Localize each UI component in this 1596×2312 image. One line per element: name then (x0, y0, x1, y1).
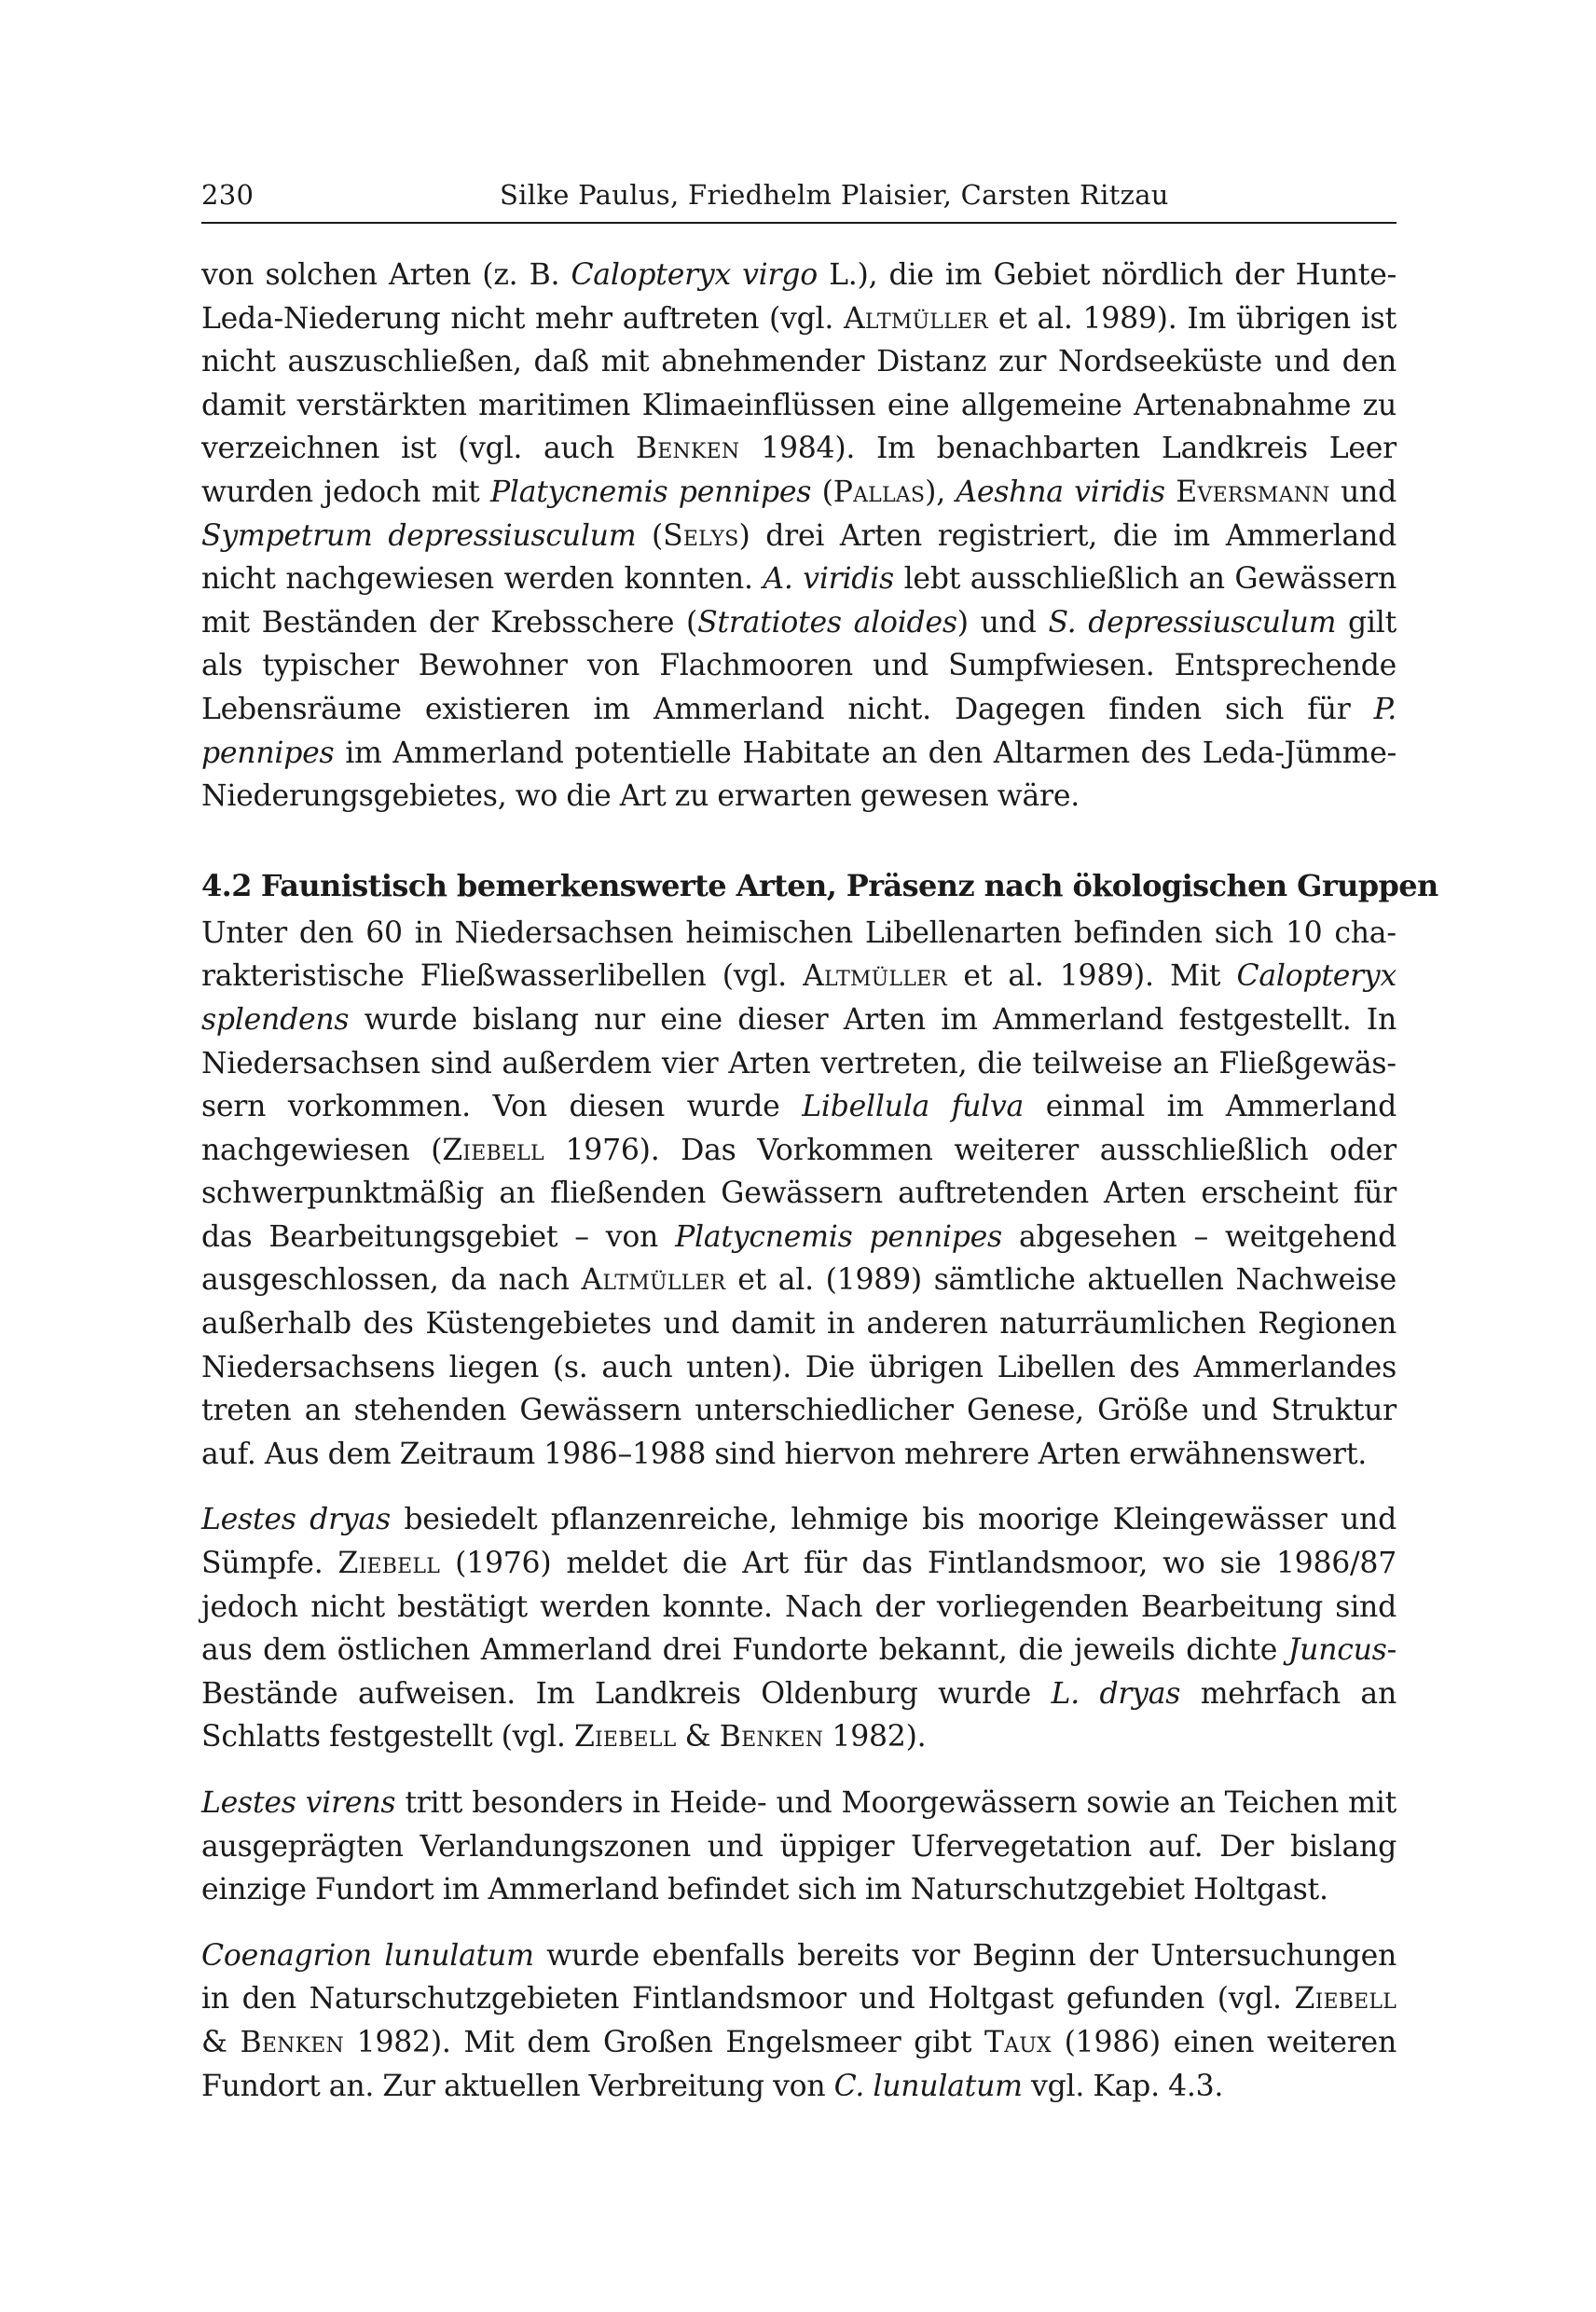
species-name: Calopteryx splendens (201, 959, 1396, 1037)
author-name: Eversmann (1176, 475, 1330, 509)
text: vgl. Kap. 4.3. (1022, 2069, 1224, 2103)
text: 1976). Das Vorkommen weiterer ausschließlich oder schwerpunktmäßig an fließenden Gewässern auftretenden Arten erscheint für das Bearbeitungsgebiet – von (201, 1133, 1396, 1254)
section-number: 4.2 (201, 867, 252, 903)
paragraph-3 (201, 1498, 1396, 1759)
text: besiedelt pflanzenreiche, lehmige bis moorige Kleingewässer und Sümpfe. (201, 1503, 1396, 1581)
author-name: Benken (635, 432, 740, 466)
species-name: Aeshna viridis (956, 475, 1165, 509)
text: von solchen Arten (z. B. (201, 258, 571, 292)
author-name: Altmüller (803, 959, 948, 994)
paragraph-1 (201, 254, 1396, 819)
body-text (201, 254, 1438, 2108)
paragraph-4 (201, 1782, 1396, 1912)
author-name: Altmüller (843, 301, 988, 336)
text: einmal im Ammerland nachgewiesen ( (201, 1090, 1397, 1167)
text: im Ammerland potentielle Habitate an den Altarmen des Leda-Jümme-Niederungsgebietes, wo die Art zu erwarten gewesen wäre. (201, 736, 1396, 814)
author-name: Ziebell (573, 1720, 677, 1755)
text: L.), die im Gebiet nördlich der Hunte-Leda-Niederung nicht mehr auftreten (vgl. (201, 258, 1396, 336)
paragraph-2 (201, 912, 1396, 1477)
text: (1976) meldet die Art für das Fintlandsmoor, wo sie 1986/87 jedoch nicht bestätigt werden konnte. Nach der vorliegenden Bearbeitung sind aus dem östlichen Ammerland drei Fundorte bekannt, die jeweils dichte (201, 1547, 1396, 1668)
running-head-authors: Silke Paulus, Friedhelm Plaisier, Carsten Ritzau (500, 179, 1169, 211)
text (1165, 475, 1176, 509)
species-name: L. dryas (1051, 1676, 1181, 1711)
species-name: Lestes virens (201, 1786, 396, 1820)
text: wurde bislang nur eine dieser Arten im Ammerland festgestellt. In Niedersachsen sind außerdem vier Arten vertreten, die teilweise an Fließgewässern vorkommen. Von diesen wurde (201, 1002, 1396, 1124)
species-name: Lestes dryas (201, 1503, 391, 1537)
text: ) drei Arten registriert, die im Ammerland nicht nachgewiesen werden konnten. (201, 518, 1396, 597)
text: ), (925, 475, 956, 509)
running-head (201, 172, 1396, 217)
paragraph-5 (201, 1934, 1396, 2108)
author-name: Benken (240, 2025, 344, 2059)
author-name: Ziebell (1294, 1982, 1396, 2016)
species-name: Juncus (1287, 1633, 1387, 1668)
text: et al. 1989). Mit (947, 959, 1237, 994)
text: et al. 1989). Im übrigen ist nicht auszuschließen, daß mit abnehmender Distanz zur Nordseeküste und den damit verstärkten maritimen Klimaeinflüssen eine allgemeine Artenabnahme zu verzeichnen ist (vgl. auch (201, 301, 1396, 466)
author-name: Taux (984, 2025, 1052, 2059)
text: ( (636, 518, 664, 553)
text: 1982). Mit dem Großen Engelsmeer gibt (343, 2025, 984, 2059)
text: et al. (1989) sämtliche aktuellen Nachweise außerhalb des Küstengebietes und damit in anderen naturräumlichen Regionen Niedersachsens liegen (s. auch unten). Die übrigen Libellen des Ammerlandes treten an stehenden Gewässern unterschiedlicher Genese, Größe und Struktur auf. Aus dem Zeitraum 1986–1988 sind hiervon mehrere Arten erwähnenswert. (201, 1263, 1396, 1471)
section-title: Faunistisch bemerkenswerte Arten, Präsenz nach ökologischen Gruppen (260, 867, 1438, 903)
text: 1982). (823, 1720, 927, 1755)
page-number: 230 (201, 179, 255, 211)
text: (1986) einen weiteren Fundort an. Zur aktuellen Verbreitung von (201, 2025, 1396, 2103)
species-name: Sympetrum depressiusculum (201, 518, 637, 553)
species-name: Platycnemis pennipes (489, 475, 812, 509)
text: Unter den 60 in Niedersachsen heimischen Libellenarten befinden sich 10 charakteristische Fließwasserlibellen (vgl. (201, 915, 1396, 994)
author-name: Ziebell (337, 1547, 441, 1581)
text: & (201, 2025, 241, 2059)
text: abgesehen – weitgehend ausgeschlossen, da nach (201, 1219, 1397, 1298)
text: und (1329, 475, 1396, 509)
section-heading (201, 865, 1438, 906)
species-name: Calopteryx virgo (571, 258, 818, 292)
text: ) und (956, 605, 1049, 640)
text: ( (811, 475, 833, 509)
species-name: P. pennipes (201, 692, 1396, 770)
text: 1984). Im benachbarten Landkreis Leer wurden jedoch mit (201, 432, 1396, 509)
species-name: Stratiotes aloides (697, 605, 957, 640)
text: -Bestände aufweisen. Im Landkreis Oldenburg wurde (201, 1633, 1396, 1711)
author-name: Ziebell (442, 1133, 544, 1167)
text: gilt als typischer Bewohner von Flachmooren und Sumpfwiesen. Entsprechende Lebensräume existieren im Ammerland nicht. Dagegen finden sich für (201, 605, 1396, 726)
author-name: Pallas (832, 475, 926, 509)
author-name: Altmüller (581, 1263, 726, 1298)
species-name: Libellula fulva (802, 1090, 1025, 1124)
species-name: A. viridis (763, 562, 894, 597)
species-name: Coenagrion lunulatum (201, 1938, 534, 1973)
text: lebt ausschließlich an Gewässern mit Beständen der Krebsschere ( (201, 562, 1396, 640)
species-name: S. depressiusculum (1048, 605, 1337, 640)
author-name: Benken (719, 1720, 824, 1755)
text: mehrfach an Schlatts festgestellt (vgl. (201, 1676, 1396, 1755)
species-name: Platycnemis pennipes (675, 1219, 1002, 1254)
text: & (676, 1720, 720, 1755)
header-rule (201, 222, 1396, 224)
author-name: Selys (663, 518, 739, 553)
text: wurde ebenfalls bereits vor Beginn der Untersuchungen in den Naturschutzgebieten Fintlandsmoor und Holtgast gefunden (vgl. (201, 1938, 1396, 2016)
text: tritt besonders in Heide- und Moorgewässern sowie an Teichen mit ausgeprägten Verlandungszonen und üppiger Ufervegetation auf. Der bislang einzige Fundort im Ammerland befindet sich im Naturschutzgebiet Holtgast. (201, 1786, 1396, 1907)
species-name: C. lunulatum (833, 2069, 1023, 2103)
